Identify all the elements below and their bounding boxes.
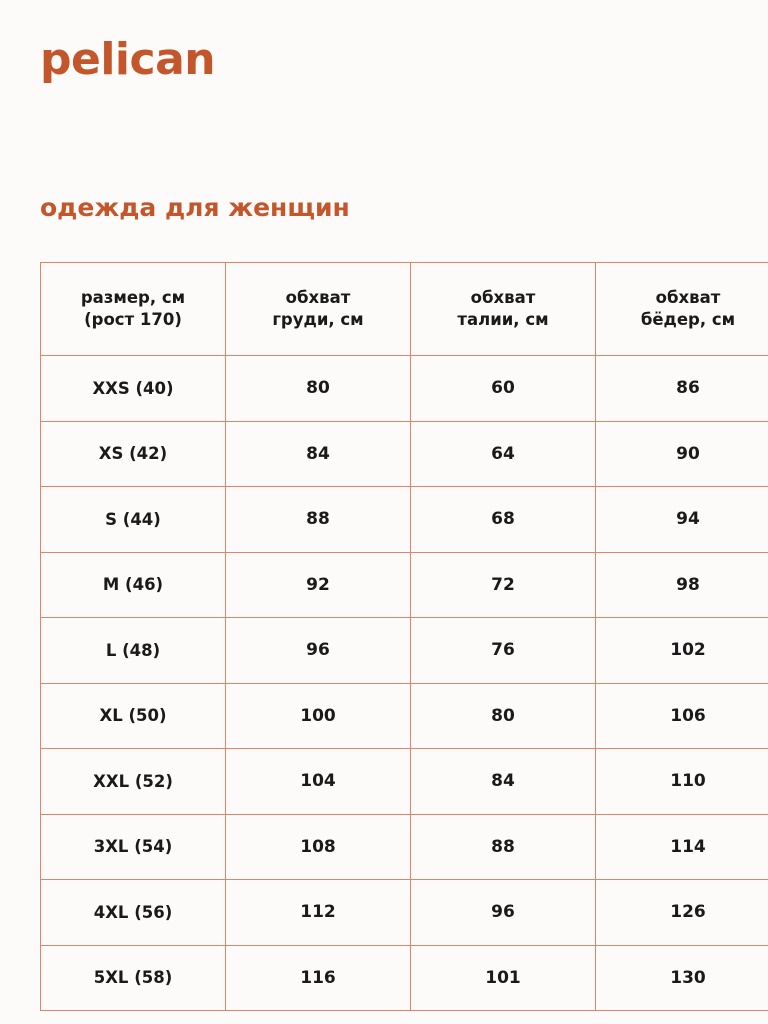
cell-hips: 90 — [596, 421, 768, 487]
cell-chest: 112 — [226, 880, 411, 946]
cell-hips: 126 — [596, 880, 768, 946]
cell-size: XXS (40) — [41, 356, 226, 422]
cell-size: XXL (52) — [41, 749, 226, 815]
table-body — [41, 356, 768, 1011]
column-header-hips-line1: обхват — [655, 287, 721, 307]
cell-size: 5XL (58) — [41, 945, 226, 1011]
cell-waist: 60 — [411, 356, 596, 422]
table-row — [41, 356, 768, 422]
cell-hips: 98 — [596, 552, 768, 618]
cell-size: XL (50) — [41, 683, 226, 749]
table-row — [41, 421, 768, 487]
cell-chest: 108 — [226, 814, 411, 880]
table-row — [41, 618, 768, 684]
cell-chest: 116 — [226, 945, 411, 1011]
cell-waist: 76 — [411, 618, 596, 684]
column-header-waist-line2: талии, см — [457, 310, 549, 329]
cell-size: 3XL (54) — [41, 814, 226, 880]
cell-waist: 80 — [411, 683, 596, 749]
cell-chest: 104 — [226, 749, 411, 815]
cell-hips: 114 — [596, 814, 768, 880]
cell-chest: 92 — [226, 552, 411, 618]
column-header-size-line1: размер, см — [80, 287, 186, 307]
column-header-chest — [226, 263, 411, 356]
cell-hips: 86 — [596, 356, 768, 422]
cell-size: 4XL (56) — [41, 880, 226, 946]
table-row — [41, 880, 768, 946]
cell-hips: 130 — [596, 945, 768, 1011]
cell-hips: 102 — [596, 618, 768, 684]
column-header-size — [41, 263, 226, 356]
cell-chest: 100 — [226, 683, 411, 749]
cell-waist: 64 — [411, 421, 596, 487]
column-header-hips — [596, 263, 768, 356]
column-header-waist — [411, 263, 596, 356]
cell-waist: 68 — [411, 487, 596, 553]
cell-waist: 72 — [411, 552, 596, 618]
table-row — [41, 749, 768, 815]
column-header-chest-line1: обхват — [285, 287, 351, 307]
cell-size: S (44) — [41, 487, 226, 553]
table-row — [41, 945, 768, 1011]
cell-size: M (46) — [41, 552, 226, 618]
cell-chest: 80 — [226, 356, 411, 422]
page-title: одежда для женщин — [40, 193, 350, 222]
table-row — [41, 552, 768, 618]
table-row — [41, 683, 768, 749]
cell-chest: 96 — [226, 618, 411, 684]
cell-hips: 106 — [596, 683, 768, 749]
table-row — [41, 487, 768, 553]
column-header-size-line2: (рост 170) — [84, 310, 182, 329]
cell-waist: 88 — [411, 814, 596, 880]
column-header-chest-line2: груди, см — [272, 310, 364, 329]
cell-chest: 84 — [226, 421, 411, 487]
table-row — [41, 814, 768, 880]
cell-hips: 94 — [596, 487, 768, 553]
column-header-hips-line2: бёдер, см — [640, 310, 736, 329]
column-header-waist-line1: обхват — [470, 287, 536, 307]
brand-logo: pelican — [40, 34, 216, 85]
cell-waist: 101 — [411, 945, 596, 1011]
size-table — [40, 262, 768, 1011]
cell-hips: 110 — [596, 749, 768, 815]
cell-waist: 84 — [411, 749, 596, 815]
cell-chest: 88 — [226, 487, 411, 553]
cell-size: L (48) — [41, 618, 226, 684]
cell-size: XS (42) — [41, 421, 226, 487]
table-header — [41, 263, 768, 356]
cell-waist: 96 — [411, 880, 596, 946]
table-header-row — [41, 263, 768, 356]
